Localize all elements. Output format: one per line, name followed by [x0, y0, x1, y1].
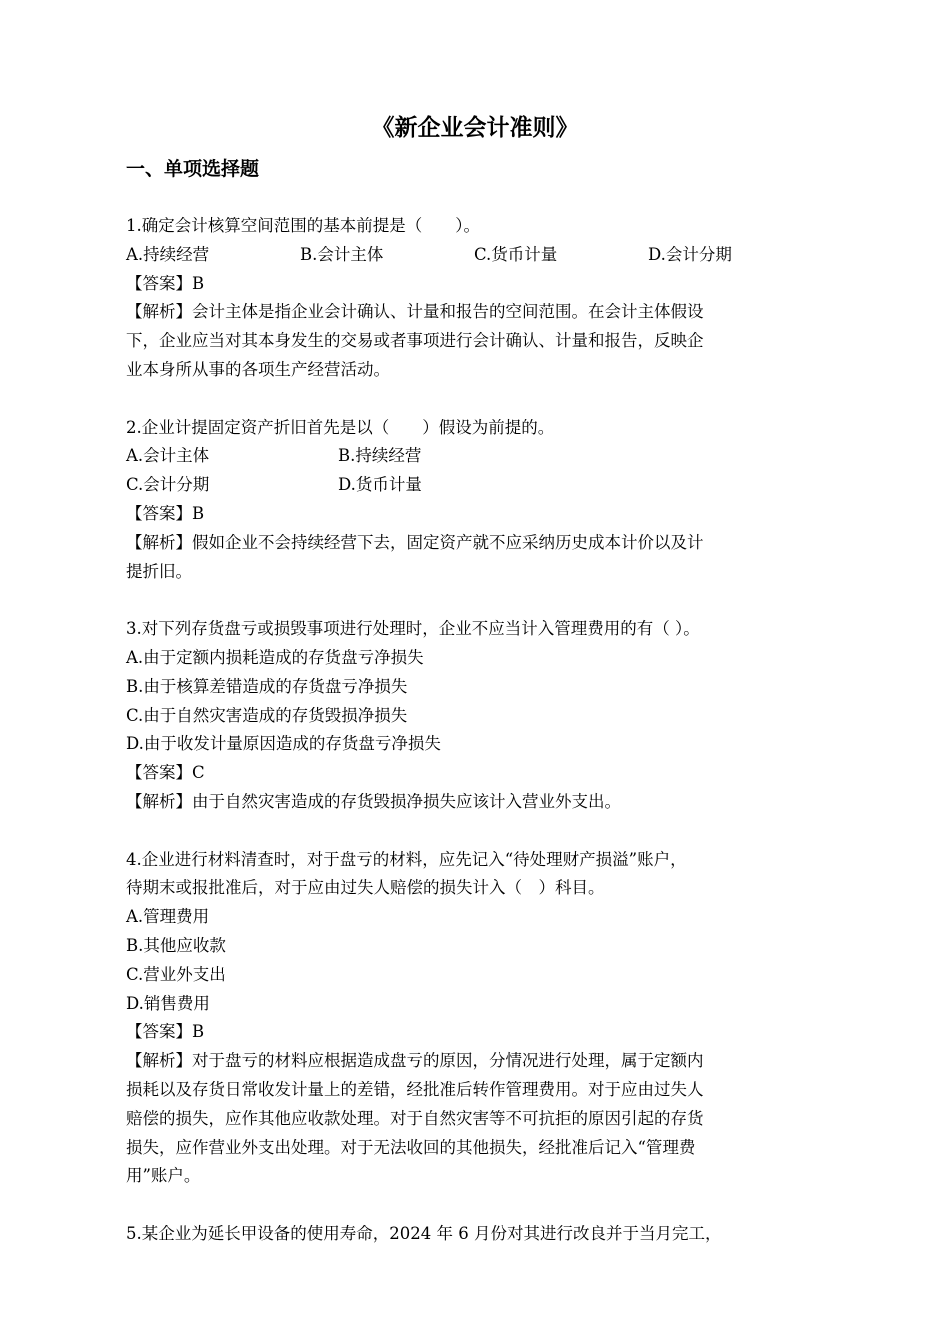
document-title: 《新企业会计准则》 [371, 115, 579, 141]
document-body [126, 212, 826, 1249]
option-b: B.由于核算差错造成的存货盘亏净损失 [126, 676, 408, 696]
question-stem: 2.企业计提固定资产折旧首先是以（ ）假设为前提的。 [126, 417, 555, 437]
paragraph-gap [126, 817, 826, 846]
option-d: D.货币计量 [338, 475, 422, 495]
options-row [126, 241, 826, 270]
option-d: D.由于收发计量原因造成的存货盘亏净损失 [126, 734, 441, 754]
option-c: C.会计分期 [126, 475, 210, 495]
options-row [126, 442, 826, 471]
analysis-line: 【解析】对于盘亏的材料应根据造成盘亏的原因，分情况进行处理，属于定额内 [126, 1051, 704, 1071]
question-stem: 1.确定会计核算空间范围的基本前提是（ ）。 [126, 216, 480, 235]
option-b: B.会计主体 [300, 244, 384, 264]
option-d: D.销售费用 [126, 993, 210, 1013]
paragraph-gap [126, 1191, 826, 1220]
answer: 【答案】B [126, 1022, 205, 1042]
question-stem: 待期末或报批准后，对于应由过失人赔偿的损失计入（ ）科目。 [126, 878, 605, 898]
analysis-line: 提折旧。 [126, 561, 192, 581]
answer: 【答案】B [126, 503, 205, 523]
option-c: C.由于自然灾害造成的存货毁损净损失 [126, 705, 408, 725]
option-d: D.会计分期 [648, 244, 732, 264]
analysis-line: 损失，应作营业外支出处理。对于无法收回的其他损失，经批准后记入“管理费 [126, 1137, 696, 1157]
option-c: C.营业外支出 [126, 964, 226, 984]
analysis-line: 【解析】由于自然灾害造成的存货毁损净损失应该计入营业外支出。 [126, 791, 621, 811]
question-stem: 4.企业进行材料清查时，对于盘亏的材料，应先记入“待处理财产损溢”账户， [126, 849, 687, 869]
options-row [126, 471, 826, 500]
question-5 [126, 1220, 826, 1249]
analysis-line: 赔偿的损失，应作其他应收款处理。对于自然灾害等不可抗拒的原因引起的存货 [126, 1108, 704, 1128]
analysis-line: 【解析】会计主体是指企业会计确认、计量和报告的空间范围。在会计主体假设 [126, 302, 704, 322]
analysis-line: 用”账户。 [126, 1166, 201, 1186]
answer: 【答案】C [126, 763, 205, 783]
option-a: A.由于定额内损耗造成的存货盘亏净损失 [126, 647, 424, 667]
question-2 [126, 414, 826, 587]
option-c: C.货币计量 [474, 244, 558, 264]
question-1 [126, 212, 826, 385]
paragraph-gap [126, 586, 826, 615]
option-a: A.会计主体 [126, 446, 210, 466]
analysis-line: 损耗以及存货日常收发计量上的差错，经批准后转作管理费用。对于应由过失人 [126, 1079, 704, 1099]
analysis-line: 下，企业应当对其本身发生的交易或者事项进行会计确认、计量和报告，反映企 [126, 331, 704, 351]
question-stem: 3.对下列存货盘亏或损毁事项进行处理时，企业不应当计入管理费用的有（ ）。 [126, 619, 700, 639]
paragraph-gap [126, 385, 826, 414]
question-3 [126, 615, 826, 817]
answer: 【答案】B [126, 273, 205, 293]
question-stem: 5.某企业为延长甲设备的使用寿命，2024 年 6 月份对其进行改良并于当月完工， [126, 1223, 722, 1243]
section-heading: 一、单项选择题 [126, 158, 260, 180]
option-a: A.管理费用 [126, 907, 210, 927]
analysis-line: 【解析】假如企业不会持续经营下去，固定资产就不应采纳历史成本计价以及计 [126, 532, 704, 552]
option-b: B.其他应收款 [126, 935, 226, 955]
option-a: A.持续经营 [126, 244, 210, 264]
analysis-line: 业本身所从事的各项生产经营活动。 [126, 359, 390, 379]
question-4 [126, 846, 826, 1192]
option-b: B.持续经营 [338, 446, 422, 466]
